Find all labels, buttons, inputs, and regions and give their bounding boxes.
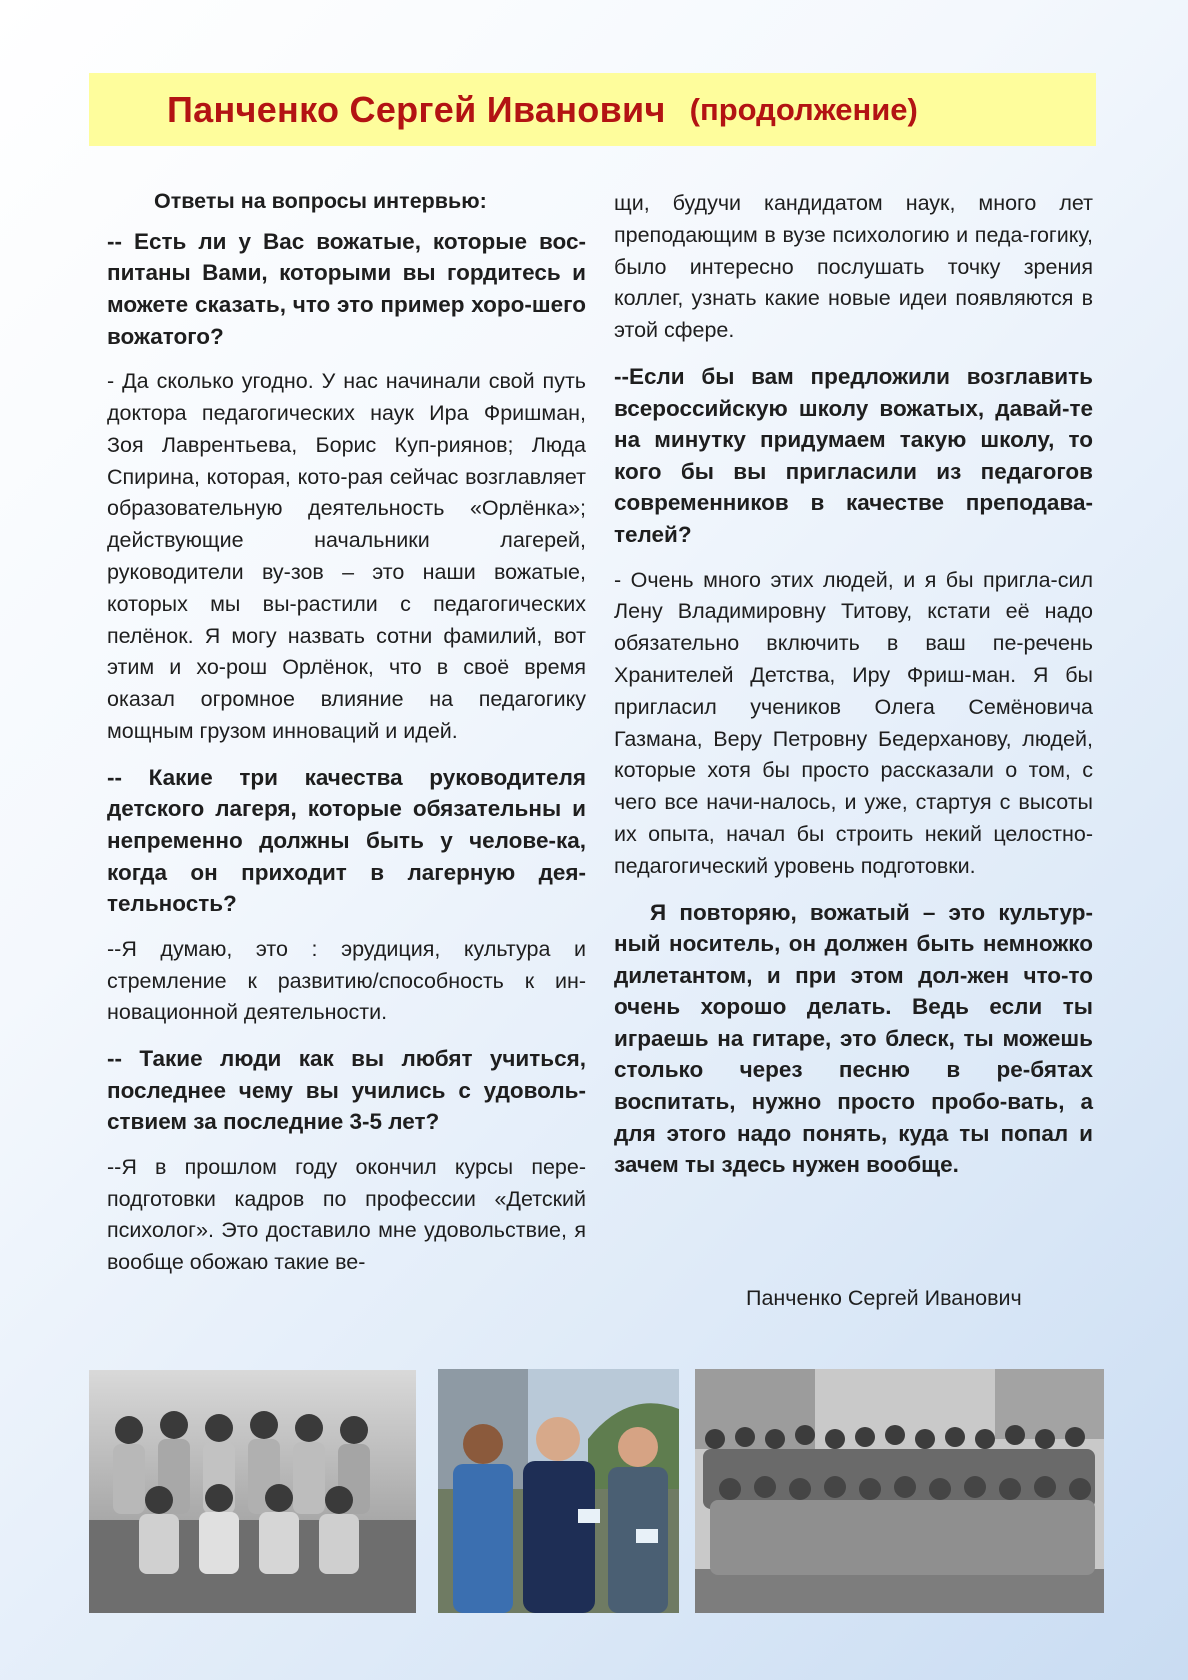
large-group-photo-bw-icon (695, 1369, 1104, 1613)
answer-2: --Я думаю, это : эрудиция, культура и стремление к развитию/способность к ин-новационной деятельности. (107, 936, 586, 1025)
question-2: -- Какие три качества руководителя детского лагеря, которые обязательны и непременно должны быть у челове-ка, когда он приходит в лагерную дея-тельность? (107, 764, 586, 917)
signature: Панченко Сергей Иванович (746, 1286, 1022, 1310)
question-1: -- Есть ли у Вас вожатые, которые вос-питаны Вами, которыми вы гордитесь и можете сказать, что это пример хоро-шего вожатого? (107, 228, 586, 349)
right-column (614, 188, 1093, 1195)
answer-3-continued: щи, будучи кандидатом наук, много лет преподающим в вузе психологию и педа-гогику, было интересно послушать точку зрения коллег, узнать какие новые идеи появляются в этой сфере. (614, 191, 1093, 343)
three-people-photo-icon (438, 1369, 679, 1613)
question-4: --Если бы вам предложили возглавить всероссийскую школу вожатых, давай-те на минутку придумаем такую школу, то кого бы вы пригласили из педагогов современников в качестве преподава-телей? (614, 363, 1093, 547)
closing-statement: Я повторяю, вожатый – это культур-ный носитель, он должен быть немножко дилетантом, и при этом дол-жен что-то очень хорошо делать. Ведь если ты играешь на гитаре, это блеск, ты можешь столько через песню в ре-бятах воспитать, нужно просто пробо-вать, а для этого надо понять, куда ты попал и зачем ты здесь нужен вообще. (614, 899, 1093, 1178)
left-column (107, 186, 586, 1293)
answer-4: - Очень много этих людей, и я бы пригла-сил Лену Владимировну Титову, кстати её надо обязательно включить в ваш пе-речень Хранителей Детства, Иру Фриш-ман. Я бы пригласил учеников Олега Семёновича Газмана, Веру Петровну Бедерханову, людей, которые хотя бы просто рассказали о том, с чего все начи-налось, и уже, стартуя с высоты их опыта, начал бы строить некий целостно-педагогический уровень подготовки. (614, 567, 1093, 878)
section-heading: Ответы на вопросы интервью: (154, 189, 487, 213)
page-subtitle: (продолжение) (689, 91, 918, 127)
page-title: Панченко Сергей Иванович (167, 88, 666, 130)
group-photo-bw-icon (89, 1370, 416, 1613)
answer-1: - Да сколько угодно. У нас начинали свой путь доктора педагогических наук Ира Фришман, Зоя Лаврентьева, Борис Куп-риянов; Люда Спирина, которая, кото-рая сейчас возглавляет образовательную деятельность «Орлёнка»; действующие начальники лагерей, руководители ву-зов – это наши вожатые, которых мы вы-растили с педагогических пелёнок. Я могу назвать сотни фамилий, вот этим и хо-рош Орлёнок, что в своё время оказал огромное влияние на педагогику мощным грузом инноваций и идей. (107, 369, 586, 743)
answer-3: --Я в прошлом году окончил курсы пере-подготовки кадров по профессии «Детский психолог». Это доставило мне удовольствие, я вообще обожаю такие ве- (107, 1154, 586, 1275)
title-banner (89, 73, 1096, 146)
question-3: -- Такие люди как вы любят учиться, последнее чему вы учились с удоволь-ствием за последние 3-5 лет? (107, 1046, 586, 1135)
